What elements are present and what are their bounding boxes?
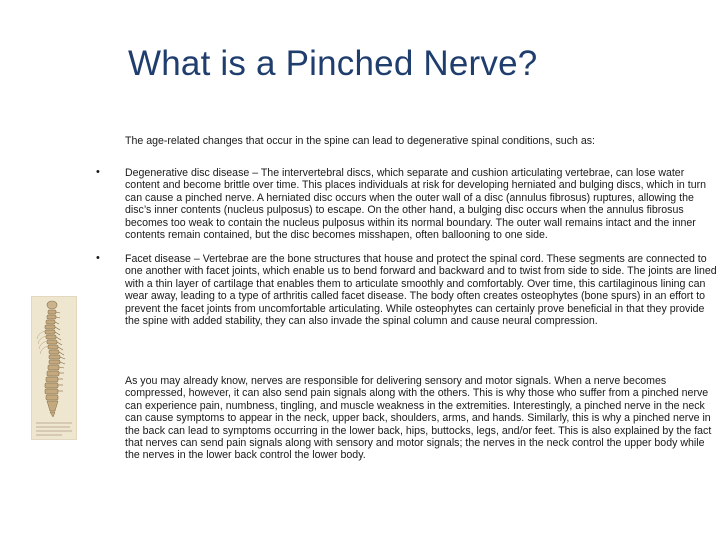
slide-title: What is a Pinched Nerve? (128, 44, 538, 83)
spine-drawing (32, 297, 76, 439)
bullet-degenerative-disc-disease: Degenerative disc disease – The intervertebral discs, which separate and cushion articulating vertebrae, can lose water content and become brittle over time. This places individuals at risk for developing herniated and bulging discs, which in turn can cause a pinched nerve. A herniated disc occurs when the outer wall of a disc (annulus fibrosus) ruptures, allowing the disc’s inner contents (nucleus pulposus) to escape. On the other hand, a bulging disc occurs when the annulus fibrosus becomes too weak to contain the nucleus pulposus within its normal boundary. The outer wall remains intact and the inner contents remain contained, but the disc becomes misshapen, often ballooning to one side. (125, 167, 707, 242)
bullet-marker: • (96, 252, 100, 264)
intro-paragraph: The age-related changes that occur in the spine can lead to degenerative spinal conditions, such as: (125, 135, 595, 147)
bullet-facet-disease: Facet disease – Vertebrae are the bone structures that house and protect the spinal cord. These segments are connected to one another with facet joints, which enable us to bend forward and backward and to twist from side to side. The joints are lined with a thin layer of cartilage that enables them to articulate smoothly and comfortably. Over time, this cartilaginous lining can wear away, leading to a type of arthritis called facet disease. The body often creates osteophytes (bone spurs) in an effort to prevent the facet joints from uncomfortable articulating. While osteophytes can certainly prove beneficial in that they provide the spine with added stability, they can also invade the spinal column and cause neural compression. (125, 253, 717, 328)
bullet-marker: • (96, 166, 100, 178)
closing-paragraph: As you may already know, nerves are responsible for delivering sensory and motor signals. When a nerve becomes compressed, however, it can also send pain signals along with the others. This is why those who suffer from a pinched nerve can experience pain, numbness, tingling, and muscle weakness in the extremities. Interestingly, a pinched nerve in the neck can cause symptoms to appear in the neck, upper back, shoulders, arms, and hands. Similarly, this is why a pinched nerve in the back can lead to symptoms occurring in the lower back, hips, buttocks, legs, and/or feet. This is also explained by the fact that nerves can send pain signals along with sensory and motor signals; the nerves in the neck control the upper body while the nerves in the lower back control the lower body. (125, 375, 712, 462)
spine-illustration-icon (31, 296, 77, 440)
